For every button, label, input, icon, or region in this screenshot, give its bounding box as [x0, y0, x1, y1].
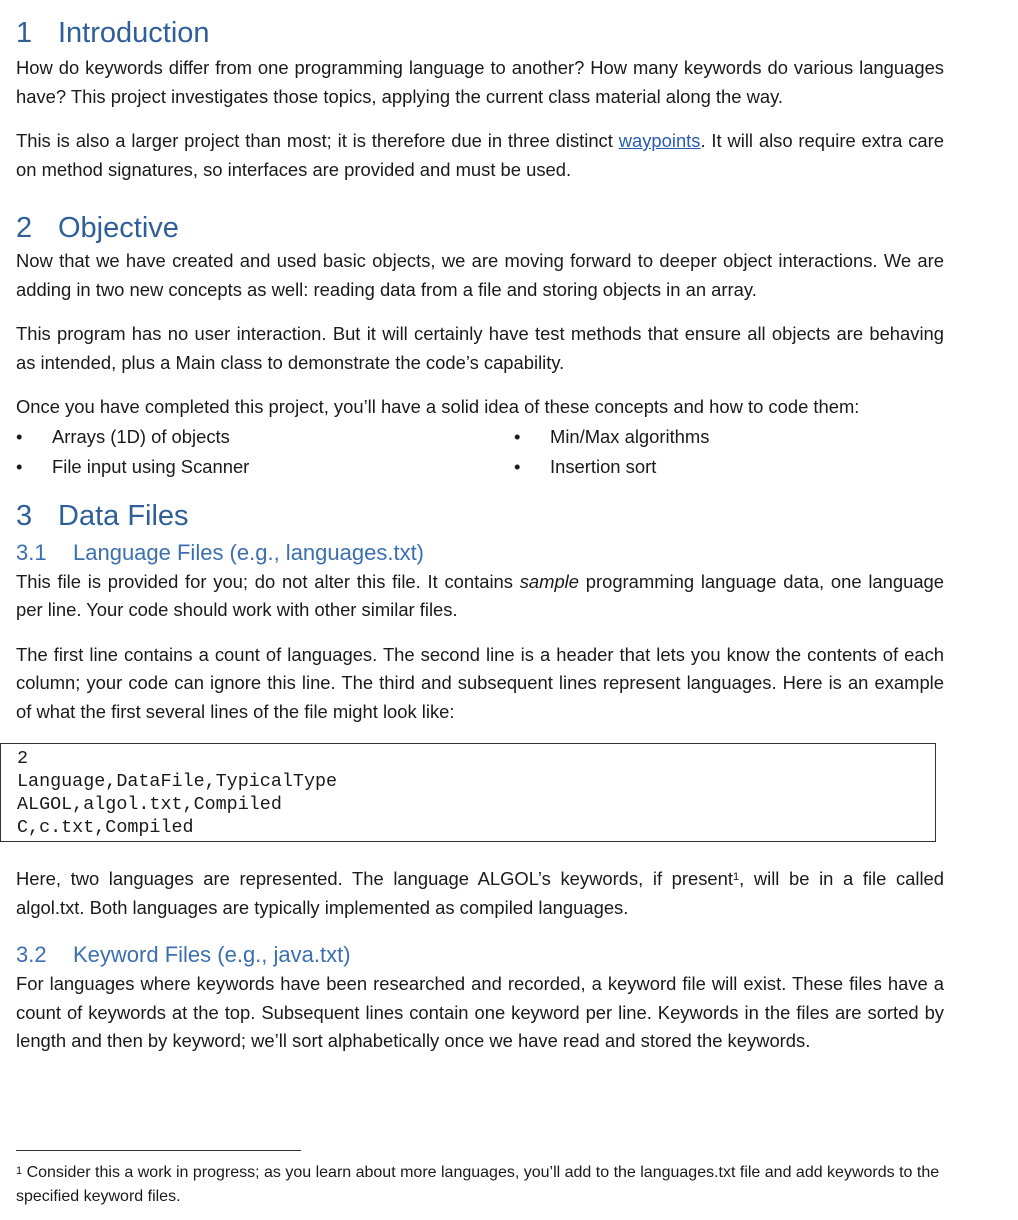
code-example-box: [0, 743, 936, 842]
intro-paragraph-2: [16, 127, 944, 184]
heading-title: Introduction: [58, 17, 210, 49]
list-item-text: Min/Max algorithms: [550, 425, 710, 447]
objective-paragraph-2: This program has no user interaction. But it will certainly have test methods that ensure all objects are behaving as intended, plus a Main class to demonstrate the code’s capability.: [16, 323, 944, 373]
heading-number: 3: [16, 499, 33, 532]
bullet-icon: •: [514, 455, 521, 477]
language-files-paragraph-1: [16, 568, 944, 625]
heading-title: Data Files: [58, 499, 189, 532]
heading-objective: [16, 210, 944, 246]
concepts-list: [16, 422, 944, 482]
footnote-reference[interactable]: 1: [733, 871, 740, 883]
heading-data-files: [16, 498, 944, 534]
heading-number: 1: [16, 17, 33, 49]
heading-number: 3.2: [16, 942, 47, 967]
list-item-text: File input using Scanner: [52, 455, 250, 477]
intro-paragraph-1: How do keywords differ from one programming language to another? How many keywords do various languages have? This project investigates those topics, applying the current class material along the way.: [16, 57, 944, 107]
list-item-text: Arrays (1D) of objects: [52, 425, 230, 447]
heading-number: 3.1: [16, 539, 47, 565]
bullet-icon: •: [16, 455, 23, 477]
document-page: [16, 0, 944, 1056]
code-line: 2: [17, 748, 29, 769]
objective-paragraph-3: Once you have completed this project, you’ll have a solid idea of these concepts and how to code them:: [16, 396, 860, 417]
heading-title: Keyword Files (e.g., java.txt): [73, 942, 351, 967]
heading-keyword-files: [16, 940, 944, 970]
footnote-text: Consider this a work in progress; as you learn about more languages, you’ll add to the languages.txt file and add keywords to the specified keyword files.: [16, 1164, 940, 1205]
objective-paragraph-1: Now that we have created and used basic objects, we are moving forward to deeper object interactions. We are adding in two new concepts as well: reading data from a file and storing objects in an array.: [16, 250, 944, 300]
footnote-divider: [16, 1150, 301, 1151]
waypoints-link[interactable]: waypoints: [618, 130, 701, 151]
heading-language-files: [16, 538, 944, 568]
list-item-text: Insertion sort: [550, 455, 657, 477]
keyword-files-paragraph-1: For languages where keywords have been researched and recorded, a keyword file will exist. These files have a count of keywords at the top. Subsequent lines contain one keyword per line. Keywords in the files are sorted by length and then by keyword; we’ll sort alphabetically once we have read and stored the keywords.: [16, 973, 944, 1051]
code-line: Language,DataFile,TypicalType: [17, 771, 338, 792]
heading-introduction: [16, 15, 944, 51]
heading-number: 2: [16, 212, 33, 244]
emphasis-sample: sample: [519, 570, 579, 592]
intro-p2-text-before: This is also a larger project than most; it is therefore due in three distinct: [16, 130, 619, 151]
footnote: [16, 1161, 944, 1209]
footnote-mark: 1: [16, 1165, 23, 1177]
heading-title: Language Files (e.g., languages.txt): [73, 539, 425, 565]
bullet-icon: •: [16, 425, 23, 447]
text-before-emphasis: This file is provided for you; do not alter this file. It contains: [16, 570, 520, 592]
language-files-paragraph-2: The first line contains a count of languages. The second line is a header that lets you know the contents of each column; your code can ignore this line. The third and subsequent lines represent languages. Here is an example of what the first several lines of the file might look like:: [16, 643, 944, 722]
bullet-icon: •: [514, 425, 521, 447]
text-before-footnote: Here, two languages are represented. The language ALGOL’s keywords, if present: [16, 868, 734, 889]
intro-p2-text-after: . It will also require extra care on method signatures, so interfaces are provided and must be used.: [16, 130, 944, 180]
text-after-emphasis: programming language data, one language per line. Your code should work with other similar files.: [16, 570, 944, 620]
heading-title: Objective: [58, 212, 179, 244]
code-line: C,c.txt,Compiled: [17, 817, 194, 838]
language-files-paragraph-3: [16, 865, 944, 922]
code-line: ALGOL,algol.txt,Compiled: [17, 794, 282, 815]
text-after-footnote: , will be in a file called algol.txt. Both languages are typically implemented as compiled languages.: [16, 868, 944, 918]
